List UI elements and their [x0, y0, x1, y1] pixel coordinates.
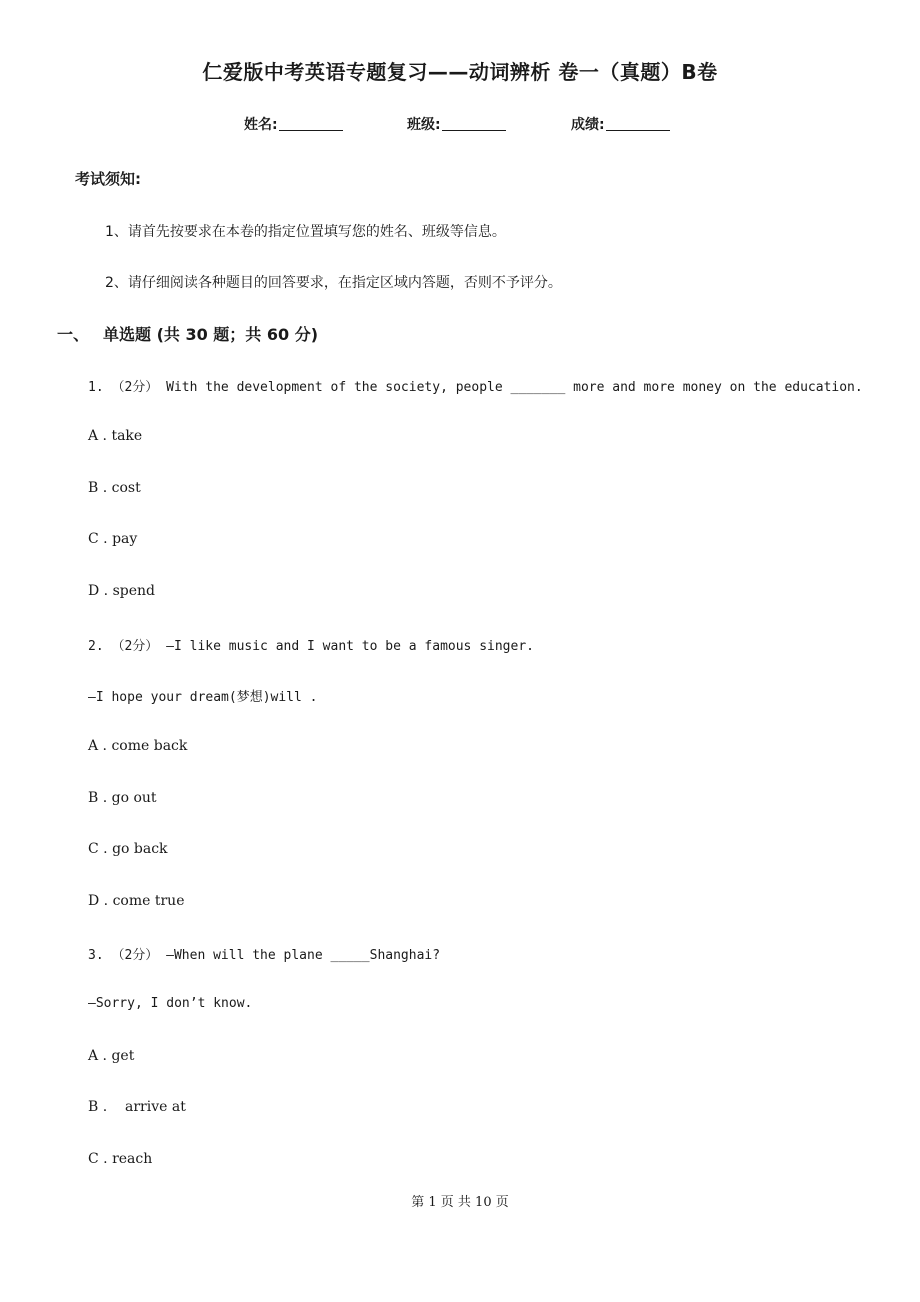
class-blank[interactable] [442, 116, 506, 131]
section-title: 单选题 (共 30 题；共 60 分) [103, 325, 319, 344]
question-3-option-c[interactable]: C . reach [88, 1151, 153, 1167]
score-blank[interactable] [606, 116, 670, 131]
section-number: 一、 [57, 325, 90, 344]
question-2-option-c[interactable]: C . go back [88, 841, 168, 857]
question-2-stem: 2. （2分） —I like music and I want to be a famous singer. [88, 639, 534, 654]
class-field [407, 114, 506, 134]
question-3-option-b[interactable]: B . arrive at [88, 1099, 186, 1115]
notice-item: 2、请仔细阅读各种题目的回答要求，在指定区域内答题，否则不予评分。 [105, 275, 562, 291]
class-label: 班级: [407, 117, 441, 133]
question-1-option-a[interactable]: A . take [88, 428, 143, 444]
question-3-stem-reply: —Sorry, I don’t know. [88, 996, 253, 1011]
page-footer: 第 1 页 共 10 页 [411, 1195, 509, 1210]
question-2-option-b[interactable]: B . go out [88, 790, 157, 806]
question-1-option-b[interactable]: B . cost [88, 480, 141, 496]
notice-heading: 考试须知: [75, 170, 141, 188]
name-field [244, 114, 343, 134]
question-1-option-c[interactable]: C . pay [88, 531, 138, 547]
question-2-stem-reply: —I hope your dream(梦想)will . [88, 690, 318, 705]
score-label: 成绩: [571, 117, 605, 133]
question-3-option-a[interactable]: A . get [88, 1048, 135, 1064]
question-2-option-d[interactable]: D . come true [88, 893, 185, 909]
question-1-stem: 1. （2分） With the development of the society, people _______ more and more money on the education. [88, 380, 863, 395]
question-1-option-d[interactable]: D . spend [88, 583, 155, 599]
question-2-option-a[interactable]: A . come back [88, 738, 188, 754]
name-label: 姓名: [244, 117, 278, 133]
page-title: 仁爱版中考英语专题复习——动词辨析 卷一（真题）B卷 [202, 60, 718, 84]
notice-item: 1、请首先按要求在本卷的指定位置填写您的姓名、班级等信息。 [105, 224, 506, 240]
question-3-stem: 3. （2分） —When will the plane _____Shanghai? [88, 948, 441, 963]
name-blank[interactable] [279, 116, 343, 131]
section-heading [57, 322, 318, 345]
score-field [571, 114, 670, 134]
